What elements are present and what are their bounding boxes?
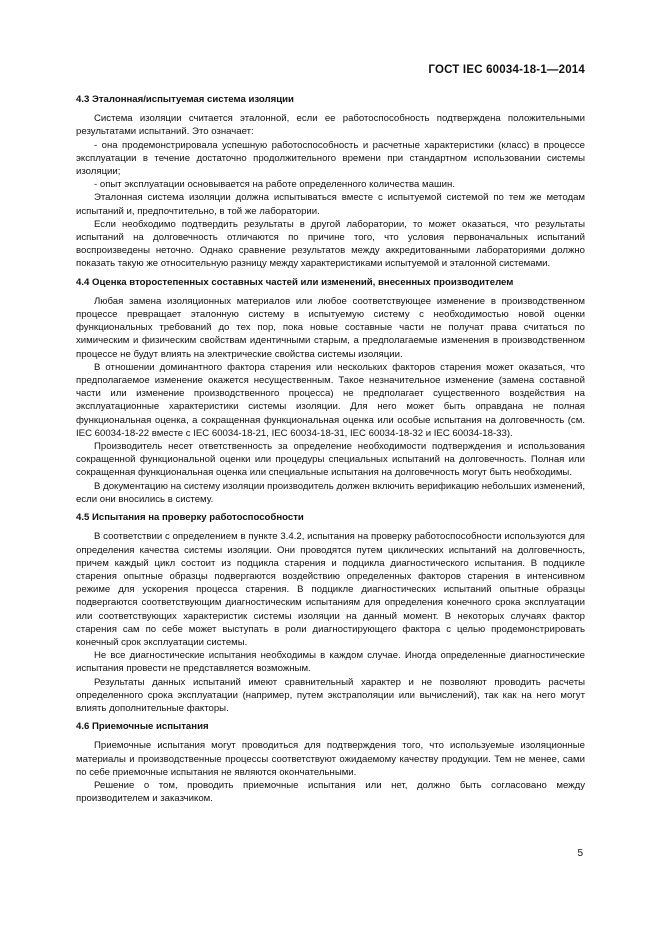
page-number: 5 [577,848,583,859]
section-title: 4.4 Оценка второстепенных составных частей или изменений, внесенных производителем [76,276,514,288]
list-item: - опыт эксплуатации основывается на работе определенного количества машин. [94,179,455,191]
document-header: ГОСТ IEC 60034-18-1—2014 [428,64,585,76]
paragraph: В документацию на систему изоляции производитель должен включить верификацию небольших изменений, если они вносились в систему. [76,480,585,505]
paragraph: Если необходимо подтвердить результаты в другой лаборатории, то может оказаться, что результаты испытаний на долговечность отличаются по причине того, что условия первоначальных испытаний воспроизведены неточно. Однако сравнение результатов между аккредитованными лабораториями должно показать такую же относительную разницу между характеристиками испытуемой и эталонной системами. [76,218,585,270]
section-4-4 [76,276,585,506]
paragraph: Эталонная система изоляции должна испытываться вместе с испытуемой системой по тем же методам испытаний и, предпочтительно, в той же лаборатории. [76,192,585,217]
section-4-3 [76,93,585,271]
section-4-5 [76,511,585,715]
document-body [76,93,585,805]
paragraph: В соответствии с определением в пункте 3.4.2, испытания на проверку работоспособности используются для определения качества системы изоляции. Они проводятся путем циклических испытаний на долговечность, причем каждый цикл состоит из подцикла старения и подцикла диагностического испытания. В подцикле старения опытные образцы подвергаются воздействию определенных факторов старения в интенсивном режиме для ускорения процесса старения. В подцикле диагностических испытаний опытные образцы подвергаются соответствующим диагностическим испытаниям для определения конечного срока эксплуатации или соответствующих характеристик системы изоляции на данный момент. В некоторых случаях фактор старения сам по себе может выступать в роли диагностирующего фактора с целью продемонстрировать конечный срок эксплуатации системы. [76,531,585,648]
paragraph: Не все диагностические испытания необходимы в каждом случае. Иногда определенные диагностические испытания провести не представляется возможным. [76,650,585,675]
paragraph: Решение о том, проводить приемочные испытания или нет, должно быть согласовано между производителем и заказчиком. [76,779,585,805]
list-item: - она продемонстрировала успешную работоспособность и расчетные характеристики (класс) в процессе эксплуатации в течение достаточно продолжительного времени при стандартном использовании системы изоляции; [76,139,585,178]
section-title: 4.3 Эталонная/испытуемая система изоляции [76,94,294,105]
section-title: 4.6 Приемочные испытания [76,721,209,733]
paragraph: В отношении доминантного фактора старения или нескольких факторов старения может оказаться, что предполагаемое изменение окажется несущественным. Такое незначительное изменение (замена составной части или изменение производственного процесса) не предполагает существенного воздействия на эксплуатационные характеристики системы изоляции. Для него может быть оправдана не полная функциональная оценка, а сокращенная функциональная оценка или особые испытания на долговечность (см. IEC 60034-18-22 вместе с IEC 60034-18-21, IEC 60034-18-31, IEC 60034-18-32 и IEC 60034-18-33). [76,361,585,439]
section-4-6 [76,720,585,805]
paragraph: Любая замена изоляционных материалов или любое соответствующее изменение в производственном процессе превращает эталонную систему в испытуемую систему с необходимостью новой оценки функциональных требований до тех пор, пока новые составные части не получат права считаться по химическим и физическим свойствам идентичными старым, а предполагаемые изменения в производственном процессе не будут влиять на электрические свойства системы изоляции. [76,295,585,360]
paragraph: Приемочные испытания могут проводиться для подтверждения того, что используемые изоляционные материалы и производственные процессы соответствуют ожидаемому качеству продукции. Тем не менее, сами по себе приемочные испытания не являются окончательными. [76,740,585,778]
paragraph: Производитель несет ответственность за определение необходимости подтверждения и использования сокращенной функциональной оценки или процедуры специальных испытаний на долговечность. Полная или сокращенная функциональная оценка или специальные испытания на долговечность могут быть необходимы. [76,441,585,479]
section-title: 4.5 Испытания на проверку работоспособности [76,512,304,524]
paragraph: Результаты данных испытаний имеют сравнительный характер и не позволяют проводить расчеты определенного срока эксплуатации (например, путем экстраполяции или вычислений), так как на него могут влиять дополнительные факторы. [76,676,585,714]
paragraph: Система изоляции считается эталонной, если ее работоспособность подтверждена положительными результатами испытаний. Это означает: [76,113,585,138]
